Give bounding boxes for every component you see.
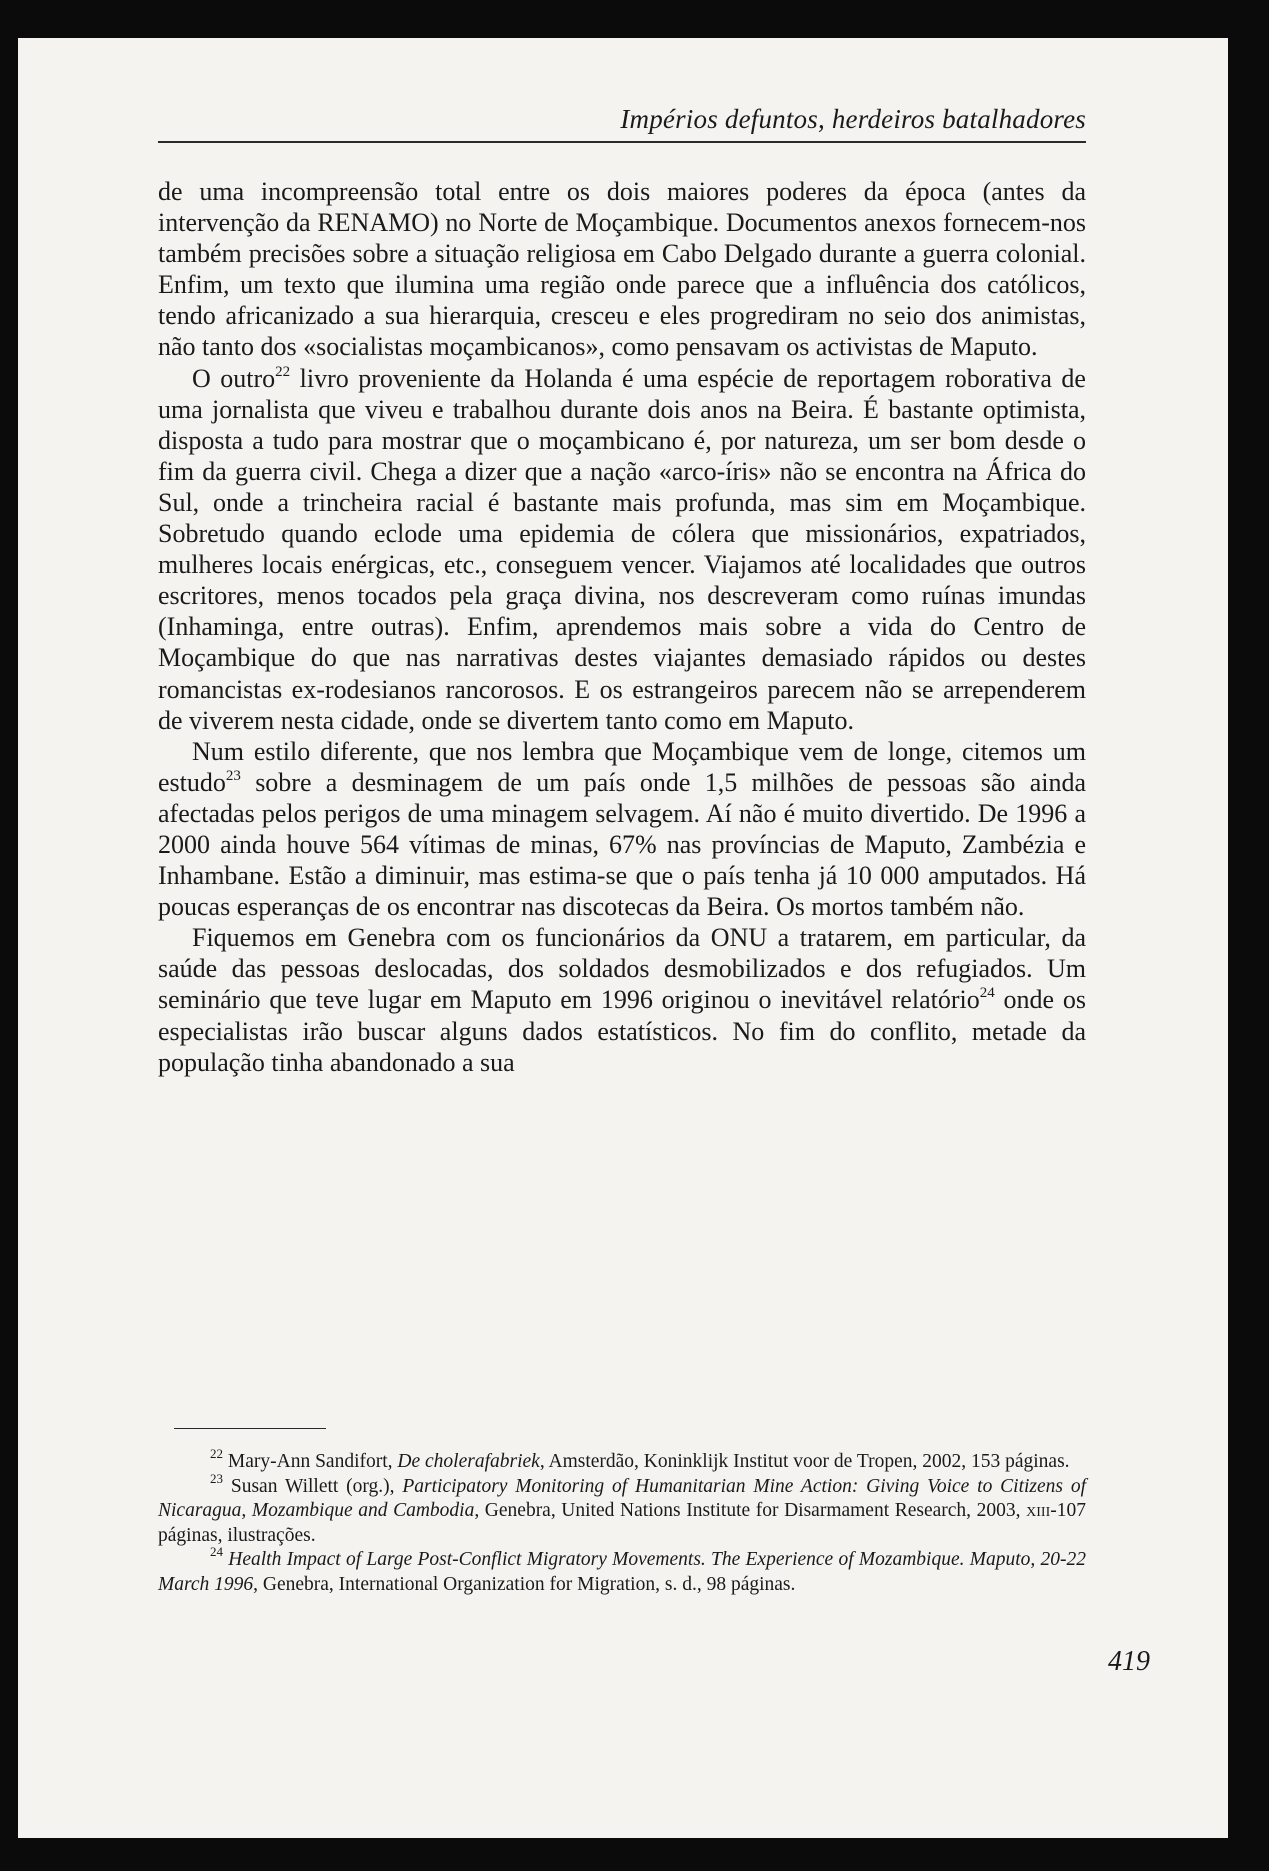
paragraph-4-rest: onde os especialistas irão buscar alguns dados estatísticos. No fim do conflito, metade da população tinha abandonado a sua — [158, 985, 1086, 1077]
footnote-details-end: -107 páginas, ilustrações. — [158, 1500, 1086, 1546]
running-header: Impérios defuntos, herdeiros batalhadores — [620, 104, 1086, 134]
main-text — [158, 176, 1086, 1078]
footnotes — [158, 1445, 1087, 1597]
footnote-ref-24[interactable]: 24 — [979, 985, 995, 1002]
page-number: 419 — [1108, 1646, 1150, 1677]
footnote-ref-22[interactable]: 22 — [275, 363, 291, 380]
footnote-details: , Genebra, United Nations Institute for Disarmament Research, 2003, — [474, 1500, 1027, 1521]
paragraph-2 — [158, 363, 1086, 736]
paragraph-3-rest: sobre a desminagem de um país onde 1,5 milhões de pessoas são ainda afectadas pelos perigos de uma minagem selvagem. Aí não é muito divertido. De 1996 a 2000 ainda houve 564 vítimas de minas, 67% nas províncias de Maputo, Zambézia e Inhambane. Estão a diminuir, mas estima-se que o país tenha já 10 000 amputados. Há poucas esperanças de os encontrar nas discotecas da Beira. Os mortos também não. — [158, 767, 1086, 922]
footnote-title: De cholerafabriek — [397, 1451, 540, 1472]
footnote-number: 23 — [210, 1470, 223, 1486]
footnote-rule — [174, 1428, 326, 1429]
footnote-details: , Genebra, International Organization for Migration, s. d., 98 páginas. — [253, 1573, 796, 1595]
footnote-number: 22 — [210, 1445, 223, 1461]
footnote-22 — [158, 1445, 1086, 1475]
paragraph-2-start: O outro — [192, 363, 276, 393]
footnote-ref-23[interactable]: 23 — [225, 767, 241, 784]
paragraph-4-start: Fiquemos em Genebra com os funcionários da ONU a tratarem, em particular, da saúde das pessoas deslocadas, dos soldados desmobilizados e dos refugiados. Um seminário que teve lugar em Maputo em 1996 originou o inevitável relatório — [158, 923, 1086, 1015]
header-rule — [158, 141, 1086, 143]
footnote-23 — [158, 1470, 1087, 1549]
footnote-number: 24 — [210, 1543, 223, 1559]
footnote-author: Susan Willett (org.), — [230, 1475, 403, 1497]
footnote-roman-pages: xiii — [1026, 1500, 1051, 1521]
paragraph-4 — [158, 922, 1086, 1077]
footnote-title: Participatory Monitoring of Humanitarian Mine Action: Giving Voice to Citizens of Nicaragua, Mozambique and Cambodia — [158, 1475, 1087, 1521]
paragraph-2-rest: livro proveniente da Holanda é uma espécie de reportagem roborativa de uma jornalista que viveu e trabalhou durante dois anos na Beira. É bastante optimista, disposta a tudo para mostrar que o moçambicano é, por natureza, um ser bom desde o fim da guerra civil. Chega a dizer que a nação «arco-íris» não se encontra na África do Sul, onde a trincheira racial é bastante mais profunda, mas sim em Moçambique. Sobretudo quando eclode uma epidemia de cólera que missionários, expatriados, mulheres locais enérgicas, etc., conseguem vencer. Viajamos até localidades que outros escritores, menos tocados pela graça divina, nos descreveram como ruínas imundas (Inhaminga, entre outras). Enfim, aprendemos mais sobre a vida do Centro de Moçambique do que nas narrativas destes viajantes demasiado rápidos ou destes romancistas ex-rodesianos rancorosos. E os estrangeiros parecem não se arrependerem de viverem nesta cidade, onde se divertem tanto como em Maputo. — [158, 363, 1086, 735]
paragraph-1: de uma incompreensão total entre os dois maiores poderes da época (antes da intervenção da RENAMO) no Norte de Moçambique. Documentos anexos fornecem-nos também precisões sobre a situação religiosa em Cabo Delgado durante a guerra colonial. Enfim, um texto que ilumina uma região onde parece que a influência dos católicos, tendo africanizado a sua hierarquia, cresceu e eles progrediram no seio dos animistas, não tanto dos «socialistas moçambicanos», como pensavam os activistas de Maputo. — [158, 177, 1086, 362]
paragraph-3 — [158, 736, 1086, 923]
footnote-details: , Amsterdão, Koninklijk Institut voor de Tropen, 2002, 153 páginas. — [539, 1451, 1070, 1472]
footnote-24 — [158, 1543, 1086, 1597]
footnote-author: Mary-Ann Sandifort, — [227, 1451, 398, 1472]
footnote-title: Health Impact of Large Post-Conflict Migratory Movements. The Experience of Mozambique. Maputo, 20-22 March 1996 — [158, 1549, 1086, 1595]
paragraph-3-start: Num estilo diferente, que nos lembra que Moçambique vem de longe, citemos um estudo — [158, 736, 1086, 797]
